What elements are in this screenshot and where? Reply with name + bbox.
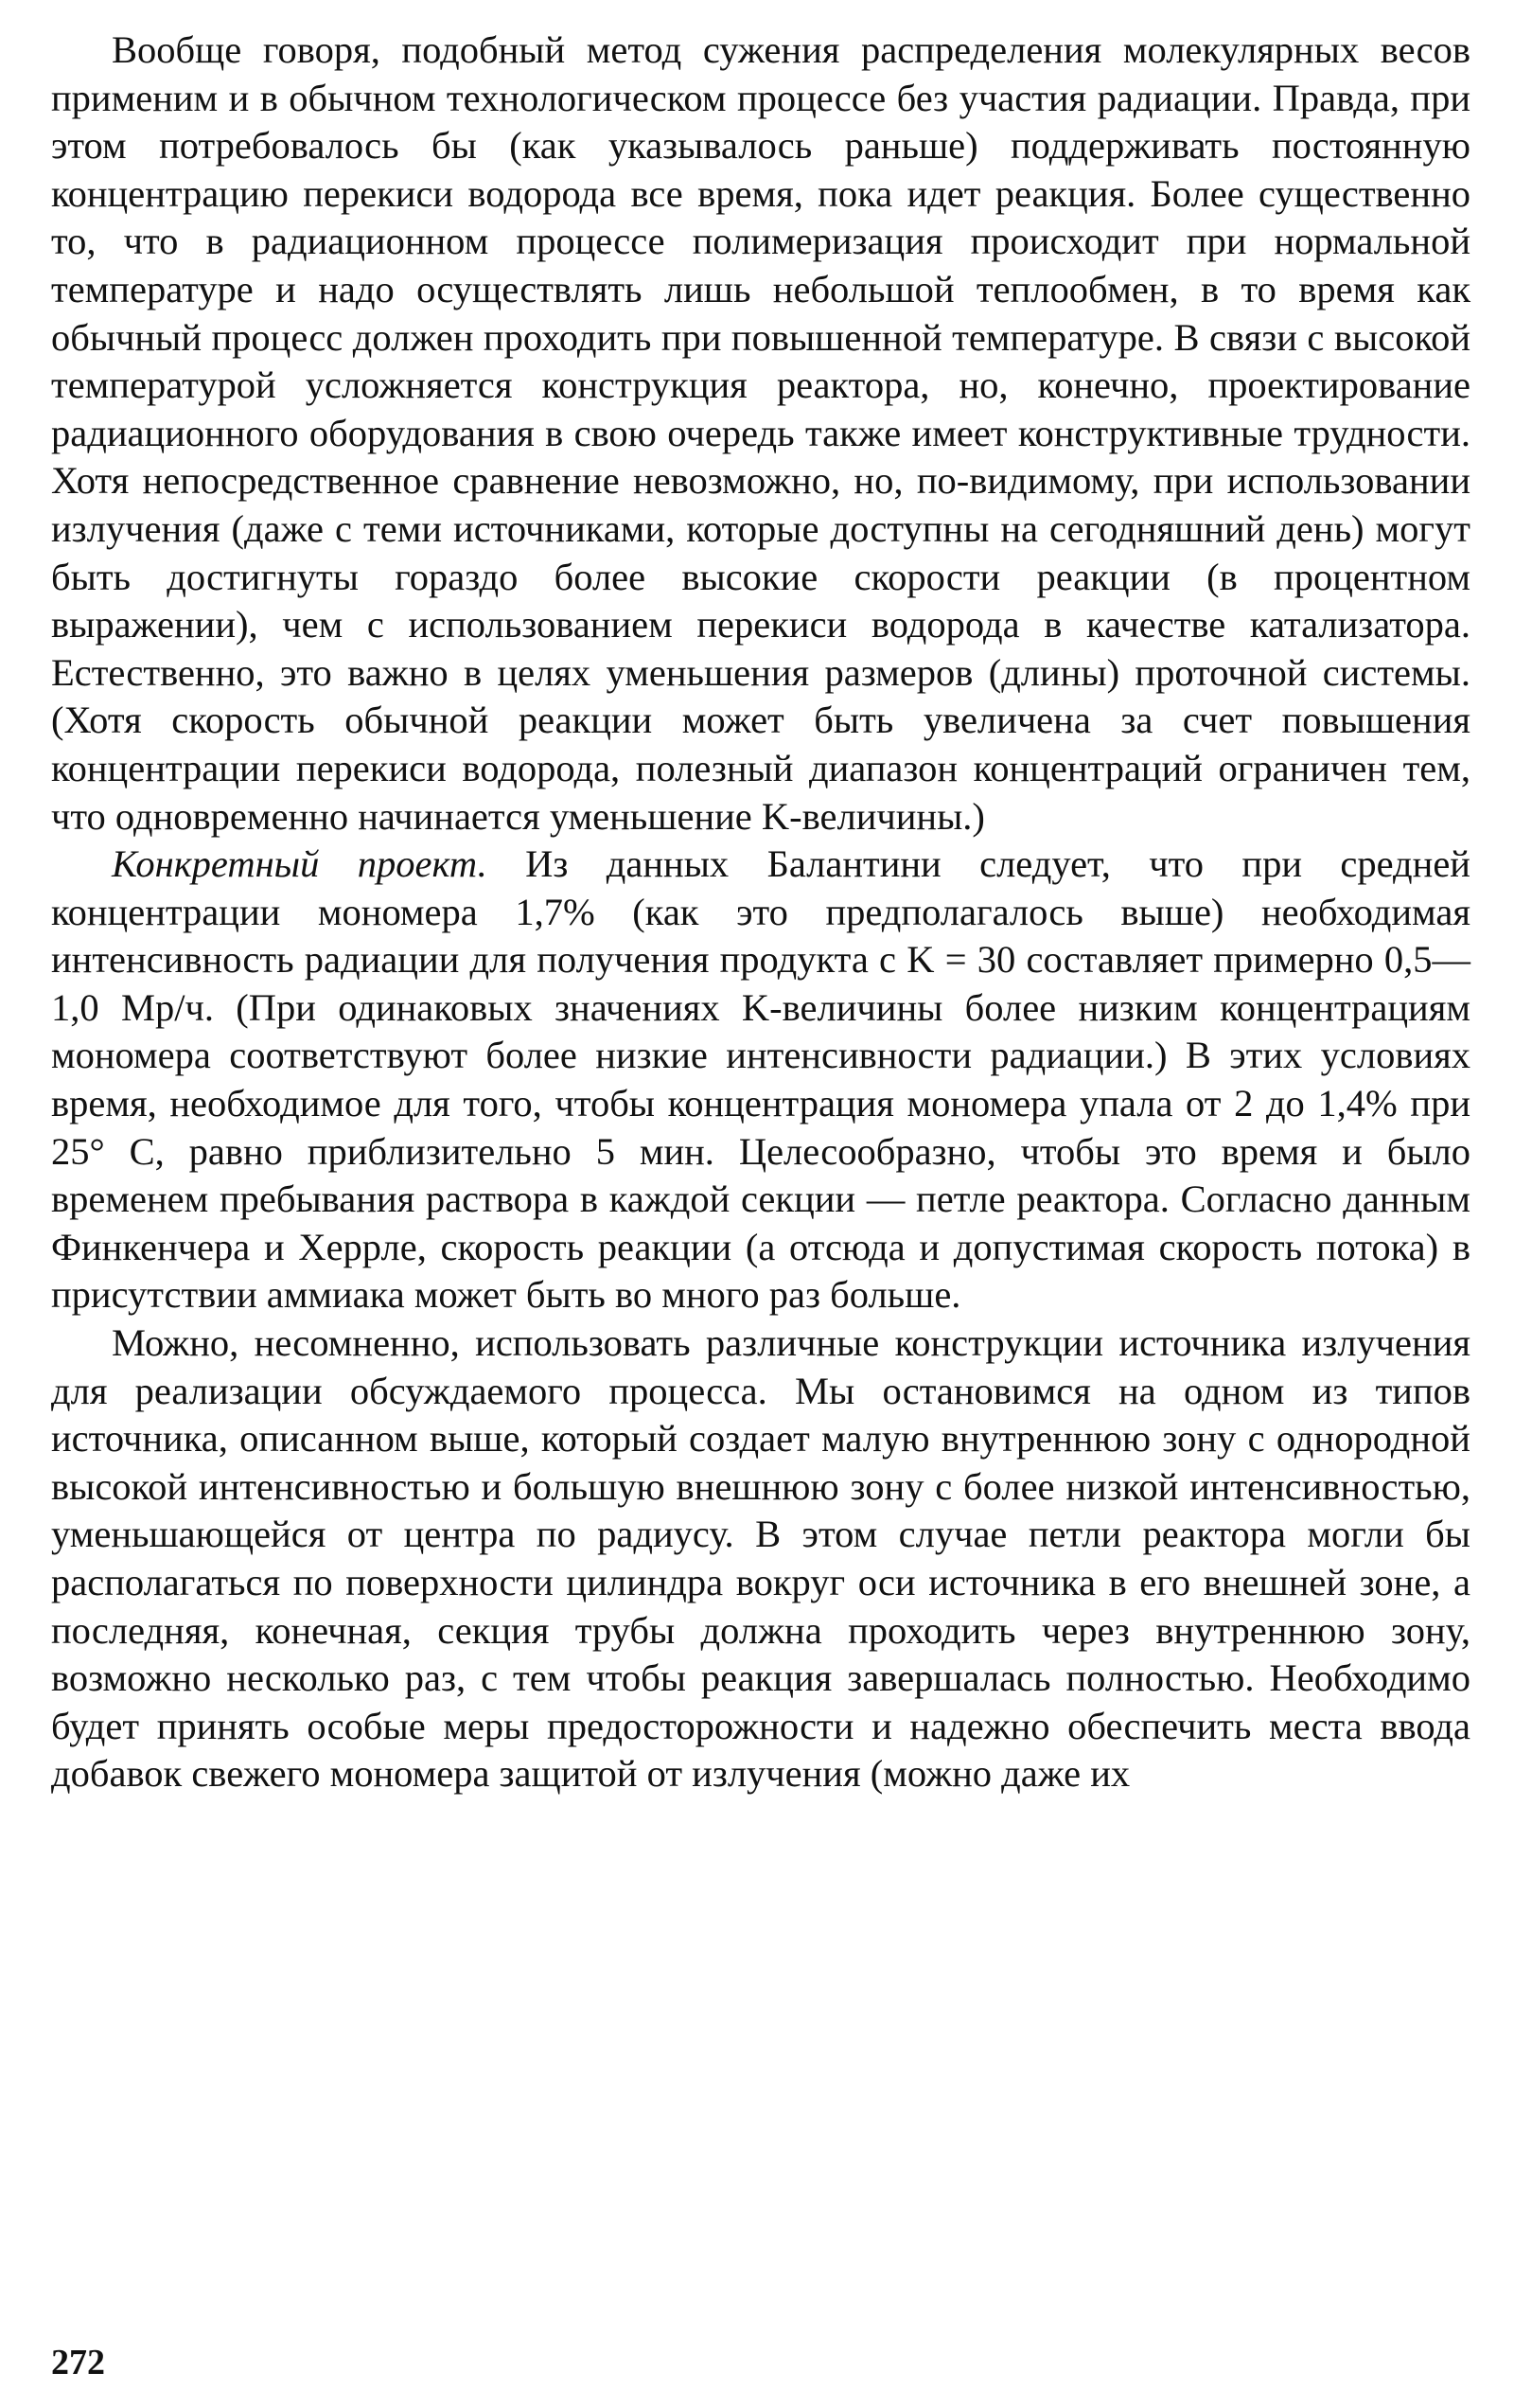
- paragraph-1: [51, 27, 1470, 841]
- paragraph-2: [51, 841, 1470, 1319]
- paragraph-2-lead: Конкретный проект.: [112, 842, 487, 886]
- page-number: 272: [51, 2343, 105, 2382]
- book-page: [51, 27, 1470, 2383]
- paragraph-2-text: Из данных Балантини следует, что при средней концентрации мономера 1,7% (как это предполагалось выше) необходимая интенсивность радиации для получения продукта с K = 30 составляет примерно 0,5—1,0 Мр/ч. (При одинаковых значениях K-величины более низким концентрациям мономера соответствуют более низкие интенсивности радиации.) В этих условиях время, необходимое для того, чтобы концентрация мономера упала от 2 до 1,4% при 25° С, равно приблизительно 5 мин. Целесообразно, чтобы это время и было временем пребывания раствора в каждой секции — петле реактора. Согласно данным Финкенчера и Херрле, скорость реакции (а отсюда и допустимая скорость потока) в присутствии аммиака может быть во много раз больше.: [51, 842, 1470, 1317]
- paragraph-1-text: Вообще говоря, подобный метод сужения распределения молекулярных весов применим и в обычном технологическом процессе без участия радиации. Правда, при этом потребовалось бы (как указывалось раньше) поддерживать постоянную концентрацию перекиси водорода все время, пока идет реакция. Более существенно то, что в радиационном процессе полимеризация происходит при нормальной температуре и надо осуществлять лишь небольшой теплообмен, в то время как обычный процесс должен проходить при повышенной температуре. В связи с высокой температурой усложняется конструкция реактора, но, конечно, проектирование радиационного оборудования в свою очередь также имеет конструктивные трудности. Хотя непосредственное сравнение невозможно, но, по-видимому, при использовании излучения (даже с теми источниками, которые доступны на сегодняшний день) могут быть достигнуты гораздо более высокие скорости реакции (в процентном выражении), чем с использованием перекиси водорода в качестве катализатора. Естественно, это важно в целях уменьшения размеров (длины) проточной системы. (Хотя скорость обычной реакции может быть увеличена за счет повышения концентрации перекиси водорода, полезный диапазон концентраций ограничен тем, что одновременно начинается уменьшение K-величины.): [51, 28, 1470, 838]
- paragraph-3: [51, 1319, 1470, 1798]
- paragraph-3-text: Можно, несомненно, использовать различные конструкции источника излучения для реализации обсуждаемого процесса. Мы остановимся на одном из типов источника, описанном выше, который создает малую внутреннюю зону с однородной высокой интенсивностью и большую внешнюю зону с более низкой интенсивностью, уменьшающейся от центра по радиусу. В этом случае петли реактора могли бы располагаться по поверхности цилиндра вокруг оси источника в его внешней зоне, а последняя, конечная, секция трубы должна проходить через внутреннюю зону, возможно несколько раз, с тем чтобы реакция завершалась полностью. Необходимо будет принять особые меры предосторожности и надежно обеспечить места ввода добавок свежего мономера защитой от излучения (можно даже их: [51, 1321, 1470, 1796]
